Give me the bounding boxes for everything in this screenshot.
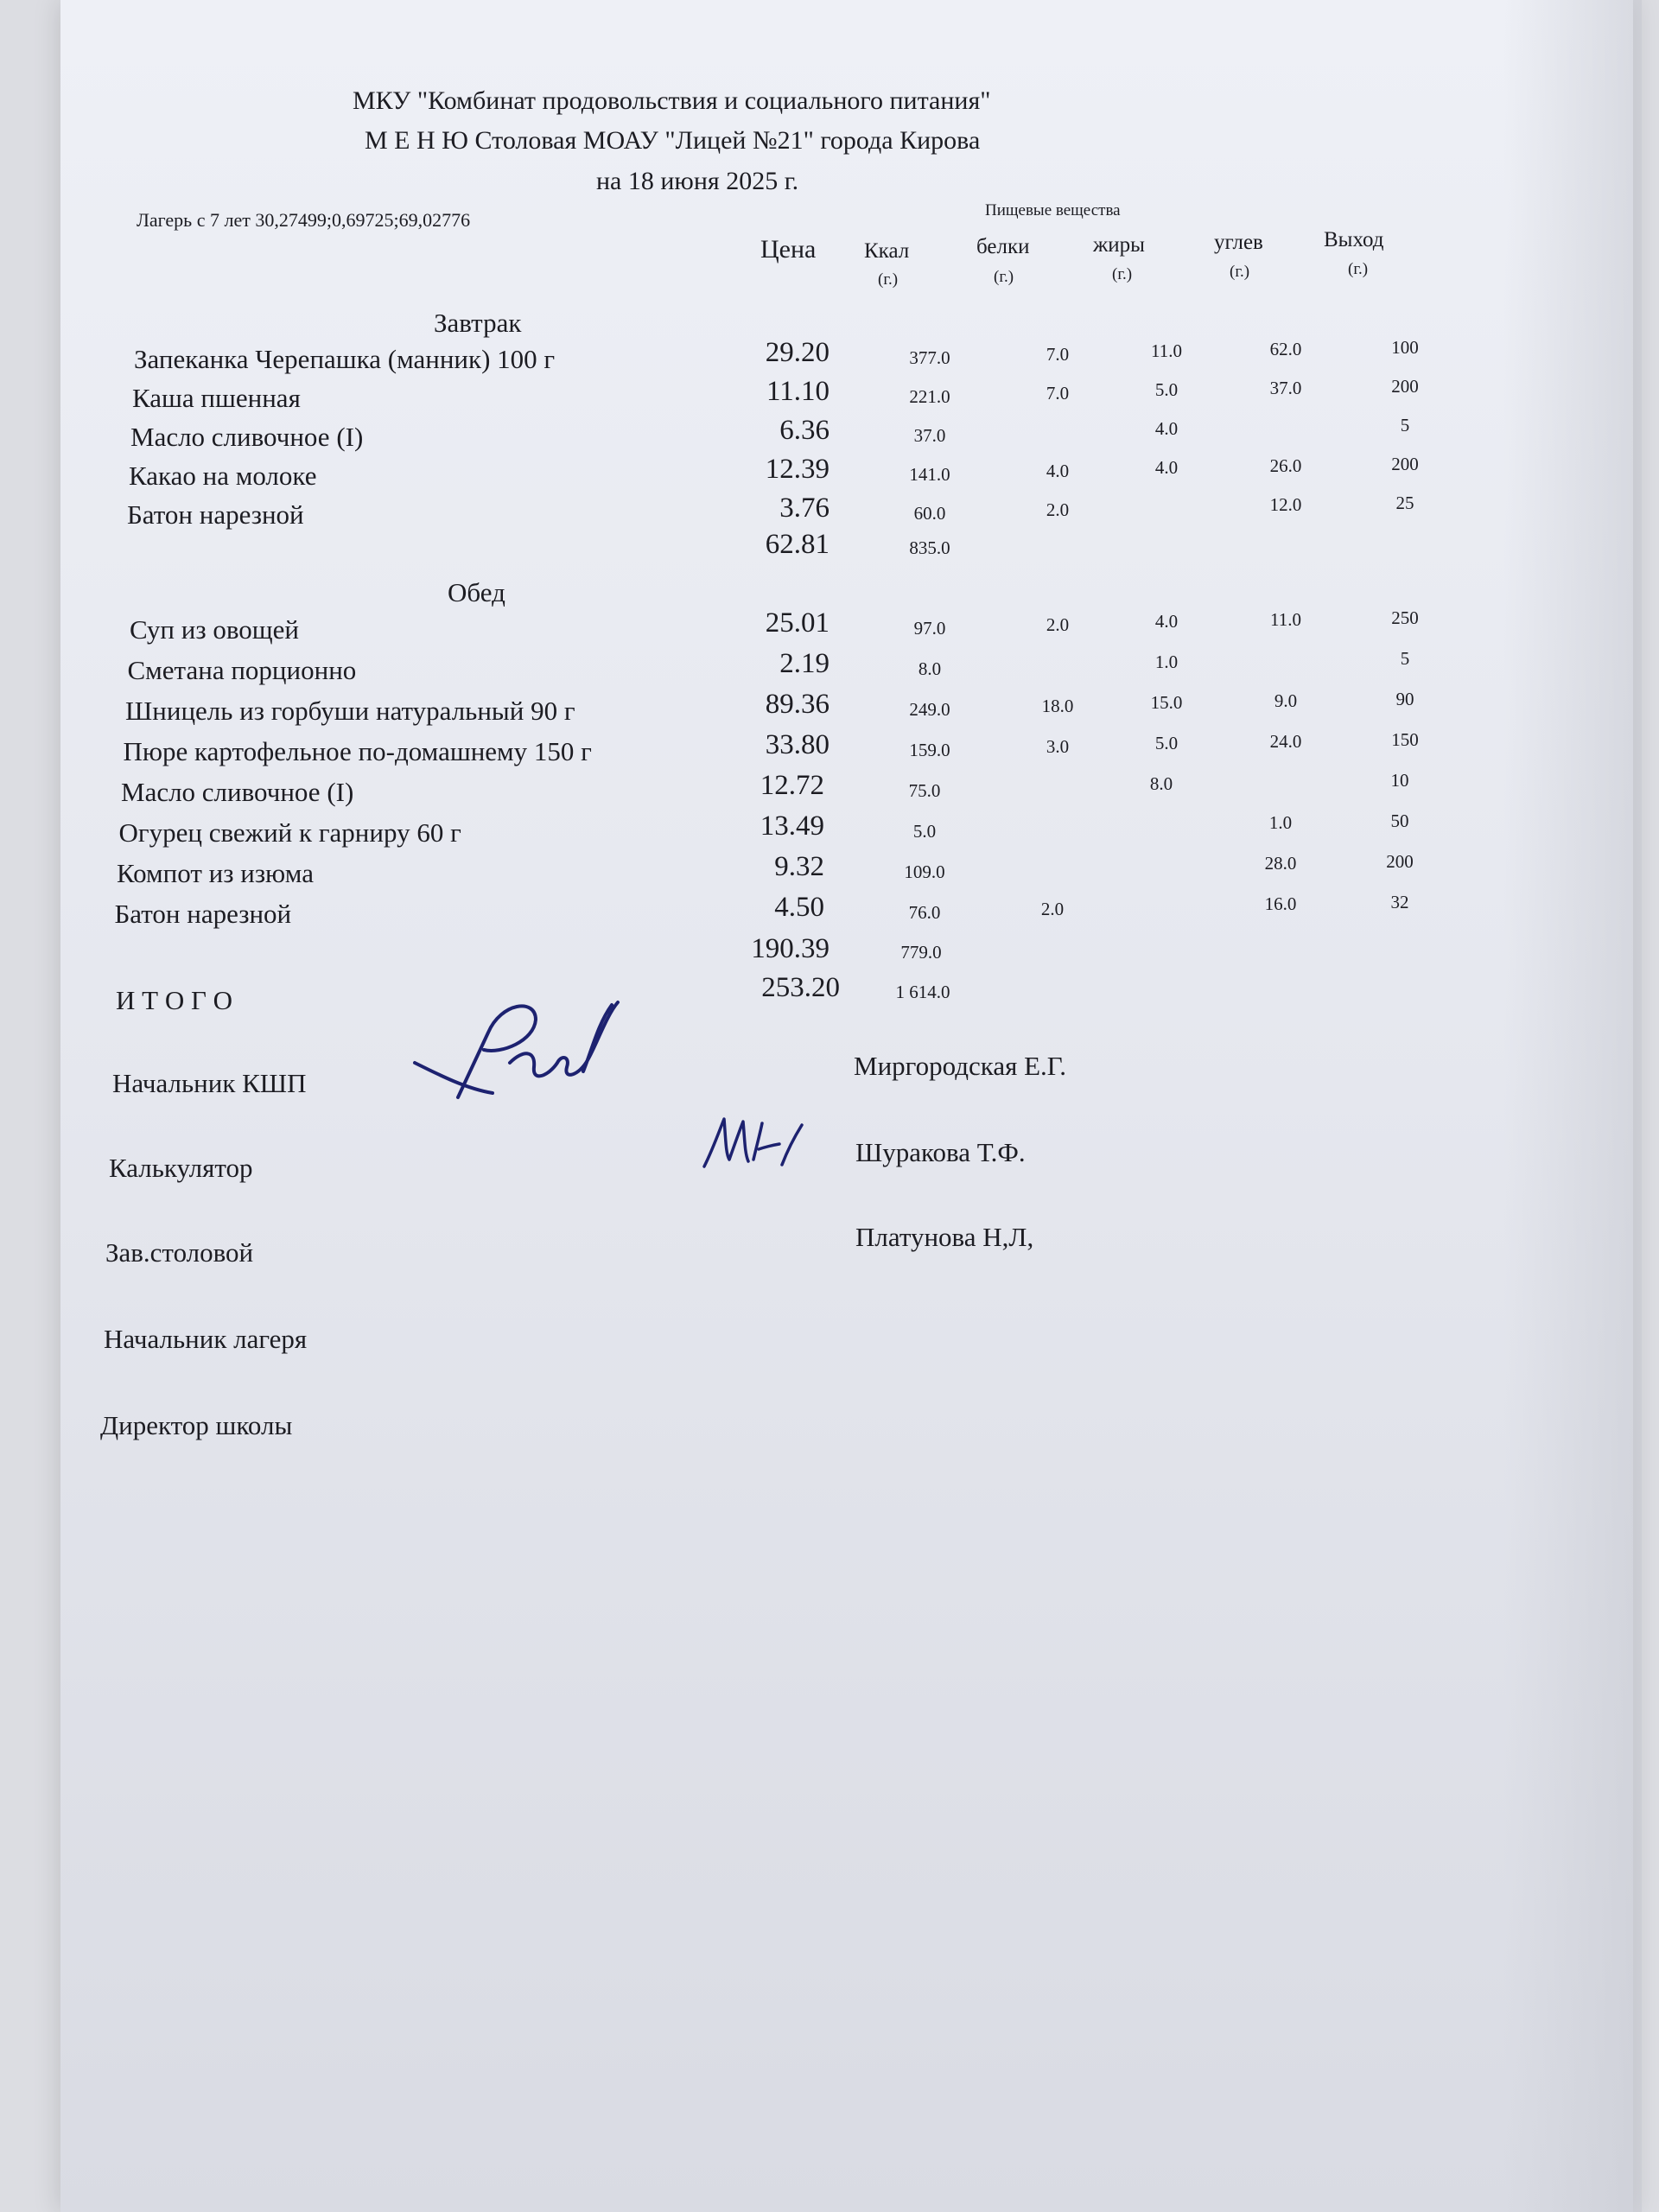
yield-header: Выход [1324, 228, 1384, 251]
item-kcal: 221.0 [909, 386, 950, 407]
item-carbs: 37.0 [1269, 378, 1302, 398]
nutrients-group-header: Пищевые вещества [985, 201, 1121, 219]
item-fat: 4.0 [1154, 418, 1179, 439]
signature-label-calculator: Калькулятор [109, 1153, 253, 1183]
item-name: Компот из изюма [117, 858, 314, 888]
item-name: Шницель из горбуши натуральный 90 г [125, 696, 575, 726]
yield-unit: (г.) [1348, 260, 1369, 278]
protein-unit: (г.) [994, 268, 1014, 286]
carbs-header: углев [1214, 231, 1263, 254]
grand-total-label: И Т О Г О [116, 985, 233, 1015]
item-protein: 4.0 [1046, 461, 1070, 481]
item-kcal: 141.0 [909, 464, 950, 485]
item-name: Каша пшенная [132, 383, 301, 413]
item-price: 3.76 [779, 493, 830, 524]
item-price: 4.50 [774, 892, 824, 923]
item-carbs: 12.0 [1269, 494, 1302, 515]
item-yield: 25 [1395, 493, 1414, 513]
signature-label-head-kshp: Начальник КШП [112, 1068, 307, 1098]
item-carbs: 16.0 [1264, 893, 1297, 914]
fat-unit: (г.) [1112, 265, 1133, 283]
item-yield: 200 [1391, 376, 1419, 397]
item-yield: 200 [1391, 454, 1419, 474]
item-price: 6.36 [779, 415, 830, 446]
paper-shadow [1503, 0, 1642, 2212]
item-protein: 2.0 [1040, 899, 1065, 919]
item-name: Огурец свежий к гарниру 60 г [118, 817, 461, 848]
item-name: Суп из овощей [130, 614, 299, 645]
item-carbs: 28.0 [1264, 853, 1297, 874]
item-price: 11.10 [766, 376, 830, 407]
item-fat: 5.0 [1154, 733, 1179, 753]
menu-date: на 18 июня 2025 г. [596, 167, 799, 195]
item-fat: 15.0 [1150, 692, 1183, 713]
item-protein: 3.0 [1046, 736, 1070, 757]
item-kcal: 5.0 [912, 821, 937, 842]
grand-total-kcal: 1 614.0 [895, 982, 950, 1002]
item-kcal: 8.0 [918, 658, 942, 679]
item-price: 12.39 [765, 454, 830, 485]
breakfast-total-price: 62.81 [765, 529, 830, 560]
grand-total-price: 253.20 [761, 972, 840, 1003]
org-title: МКУ "Комбинат продовольствия и социального питания" [353, 86, 991, 115]
carbs-unit: (г.) [1230, 263, 1250, 281]
signer-name-3: Платунова Н,Л, [855, 1222, 1034, 1252]
item-name: Запеканка Черепашка (манник) 100 г [134, 344, 556, 374]
item-price: 9.32 [774, 851, 824, 882]
item-kcal: 75.0 [908, 780, 941, 801]
fat-header: жиры [1093, 233, 1145, 257]
item-fat: 1.0 [1154, 652, 1179, 672]
item-kcal: 249.0 [909, 699, 950, 720]
item-carbs: 62.0 [1269, 339, 1302, 359]
item-name: Пюре картофельное по-домашнему 150 г [123, 736, 592, 766]
paper-sheet [60, 0, 1633, 2212]
handwritten-signature-2 [700, 1106, 804, 1175]
breakfast-total-kcal: 835.0 [909, 537, 950, 558]
item-protein: 2.0 [1046, 499, 1070, 520]
kcal-header: Ккал [864, 239, 910, 263]
item-protein: 18.0 [1041, 696, 1074, 716]
item-kcal: 109.0 [904, 861, 945, 882]
item-yield: 50 [1390, 810, 1409, 831]
item-kcal: 60.0 [913, 503, 946, 524]
item-protein: 7.0 [1046, 344, 1070, 365]
item-kcal: 97.0 [913, 618, 946, 639]
item-carbs: 1.0 [1268, 812, 1293, 833]
item-price: 89.36 [765, 689, 830, 720]
signature-label-canteen-head: Зав.столовой [105, 1237, 254, 1268]
item-name: Батон нарезной [114, 899, 292, 929]
item-yield: 250 [1391, 607, 1419, 628]
item-fat: 8.0 [1149, 773, 1173, 794]
item-name: Какао на молоке [129, 461, 317, 491]
item-price: 33.80 [765, 729, 830, 760]
lunch-title: Обед [448, 577, 505, 607]
camp-line: Лагерь с 7 лет 30,27499;0,69725;69,02776 [137, 209, 471, 231]
item-yield: 5 [1400, 415, 1410, 435]
item-carbs: 26.0 [1269, 455, 1302, 476]
item-price: 12.72 [760, 770, 824, 801]
signature-label-director: Директор школы [100, 1410, 293, 1440]
item-kcal: 159.0 [909, 740, 950, 760]
item-yield: 32 [1390, 892, 1409, 912]
item-protein: 2.0 [1046, 614, 1070, 635]
item-yield: 10 [1390, 770, 1409, 791]
item-fat: 4.0 [1154, 611, 1179, 632]
item-name: Масло сливочное (I) [121, 777, 354, 807]
item-kcal: 377.0 [909, 347, 950, 368]
protein-header: белки [976, 235, 1030, 258]
breakfast-title: Завтрак [434, 308, 522, 338]
item-price: 13.49 [760, 810, 824, 842]
item-price: 2.19 [779, 648, 830, 679]
item-name: Батон нарезной [127, 499, 304, 530]
item-carbs: 9.0 [1274, 690, 1298, 711]
item-yield: 150 [1391, 729, 1419, 750]
item-kcal: 37.0 [913, 425, 946, 446]
item-carbs: 11.0 [1270, 609, 1301, 630]
item-name: Сметана порционно [127, 655, 357, 685]
item-name: Масло сливочное (I) [130, 422, 364, 452]
item-protein: 7.0 [1046, 383, 1070, 404]
item-fat: 5.0 [1154, 379, 1179, 400]
item-kcal: 76.0 [908, 902, 941, 923]
item-yield: 100 [1391, 337, 1419, 358]
lunch-total-price: 190.39 [751, 933, 830, 964]
handwritten-signature-1 [406, 981, 631, 1110]
item-price: 29.20 [765, 337, 830, 368]
lunch-total-kcal: 779.0 [900, 942, 942, 963]
item-fat: 11.0 [1151, 340, 1182, 361]
item-price: 25.01 [765, 607, 830, 639]
item-yield: 5 [1400, 648, 1410, 669]
signature-label-camp-head: Начальник лагеря [104, 1324, 308, 1354]
signer-name-2: Шуракова Т.Ф. [855, 1137, 1026, 1167]
menu-title: М Е Н Ю Столовая МОАУ "Лицей №21" города Кирова [365, 126, 981, 155]
item-carbs: 24.0 [1269, 731, 1302, 752]
item-yield: 200 [1386, 851, 1414, 872]
item-fat: 4.0 [1154, 457, 1179, 478]
signer-name-1: Миргородская Е.Г. [854, 1051, 1066, 1081]
price-header: Цена [760, 235, 817, 264]
item-yield: 90 [1395, 689, 1414, 709]
kcal-unit: (г.) [878, 270, 899, 289]
